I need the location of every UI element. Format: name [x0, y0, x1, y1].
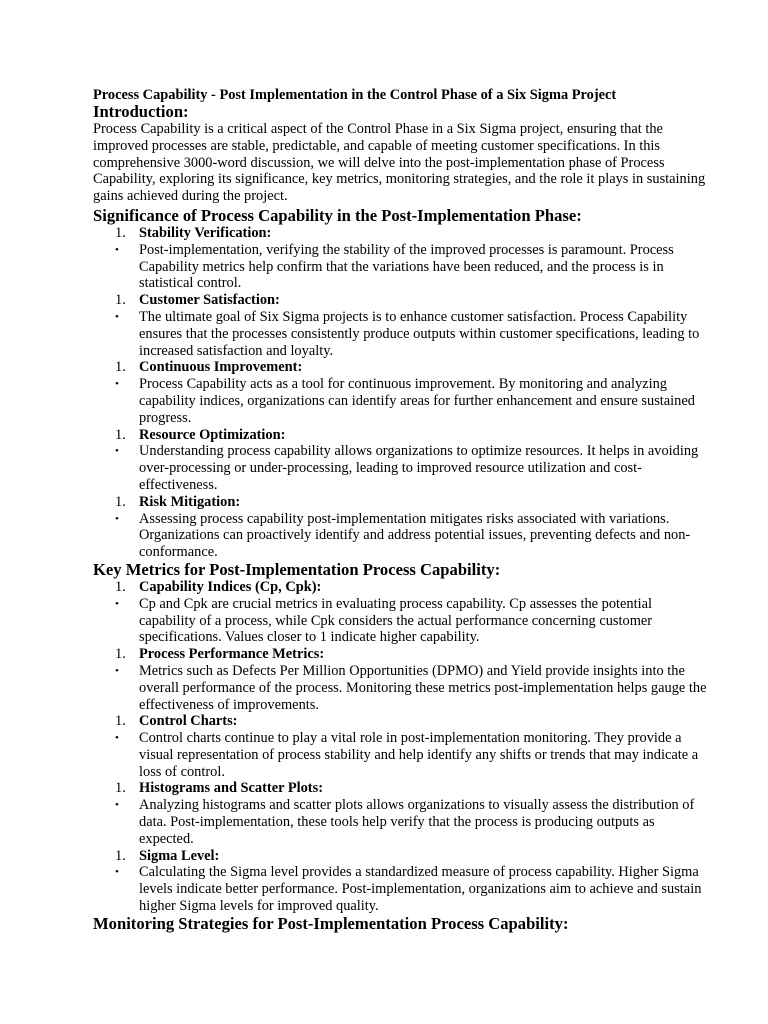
- list-item-title: [93, 579, 708, 596]
- bullet-icon: •: [115, 866, 119, 879]
- item-text: Calculating the Sigma level provides a standardized measure of process capability. Higher Sigma levels indicate better performance. Post-implementation, organizations aim to achieve and sustain higher Sigma levels for improved quality.: [139, 864, 702, 915]
- item-text: Process Capability acts as a tool for continuous improvement. By monitoring and analyzing capability indices, organizations can identify areas for further enhancement and ensure sustained progress.: [139, 376, 695, 426]
- list-item-title: [93, 225, 708, 242]
- list-item-bullet: [93, 242, 708, 292]
- bullet-icon: •: [115, 310, 119, 323]
- item-title: Process Performance Metrics:: [139, 646, 325, 663]
- list-item-bullet: [93, 797, 708, 847]
- list-item-title: [93, 359, 708, 376]
- bullet-icon: •: [115, 664, 119, 677]
- item-text: Assessing process capability post-implementation mitigates risks associated with variations. Organizations can proactively identify and address potential issues, preventing defects and non-conformance.: [139, 510, 691, 561]
- list-number: 1.: [115, 292, 126, 309]
- list-number: 1.: [115, 713, 126, 730]
- item-title: Sigma Level:: [139, 847, 220, 864]
- list-item-title: [93, 780, 708, 797]
- list-number: 1.: [115, 493, 126, 510]
- item-title: Resource Optimization:: [139, 426, 286, 443]
- item-text: The ultimate goal of Six Sigma projects is to enhance customer satisfaction. Process Capability ensures that the processes consistently produce outputs within customer specifications, leading to increased satisfaction and loyalty.: [139, 308, 700, 359]
- metrics-heading: Key Metrics for Post-Implementation Process Capability:: [93, 559, 501, 579]
- item-title: Risk Mitigation:: [139, 493, 241, 510]
- significance-list: [93, 225, 708, 561]
- list-item-bullet: [93, 309, 708, 359]
- list-number: 1.: [115, 578, 126, 595]
- list-item-title: [93, 646, 708, 663]
- item-text: Analyzing histograms and scatter plots allows organizations to visually assess the distribution of data. Post-implementation, these tools help verify that the process is producing outputs as expected.: [139, 797, 695, 847]
- item-text: Cp and Cpk are crucial metrics in evaluating process capability. Cp assesses the potential capability of a process, while Cpk considers the actual performance concerning customer specifications. Values closer to 1 indicate higher capability.: [139, 595, 653, 646]
- list-item-title: [93, 292, 708, 309]
- list-item-bullet: [93, 376, 708, 426]
- list-item-title: [93, 427, 708, 444]
- item-title: Capability Indices (Cp, Cpk):: [139, 578, 322, 595]
- document-title: Process Capability - Post Implementation in the Control Phase of a Six Sigma Project: [93, 87, 617, 103]
- list-number: 1.: [115, 646, 126, 663]
- item-title: Continuous Improvement:: [139, 359, 303, 376]
- bullet-icon: •: [115, 799, 119, 812]
- bullet-icon: •: [115, 378, 119, 391]
- bullet-icon: •: [115, 597, 119, 610]
- list-number: 1.: [115, 780, 126, 797]
- item-text: Post-implementation, verifying the stability of the improved processes is paramount. Process Capability metrics help confirm that the variations have been reduced, and the process is in statistical control.: [139, 241, 674, 292]
- list-item-bullet: [93, 730, 708, 780]
- list-number: 1.: [115, 426, 126, 443]
- bullet-icon: •: [115, 732, 119, 745]
- list-item-title: [93, 713, 708, 730]
- item-title: Customer Satisfaction:: [139, 292, 280, 309]
- item-text: Metrics such as Defects Per Million Opportunities (DPMO) and Yield provide insights into the overall performance of the process. Monitoring these metrics post-implementation helps gauge the effectiveness of improvements.: [139, 662, 707, 713]
- list-item-bullet: [93, 596, 708, 646]
- list-item-title: [93, 848, 708, 865]
- list-number: 1.: [115, 847, 126, 864]
- list-item-bullet: [93, 864, 708, 914]
- item-title: Histograms and Scatter Plots:: [139, 780, 323, 797]
- list-number: 1.: [115, 224, 126, 241]
- item-title: Control Charts:: [139, 713, 238, 730]
- monitoring-heading: Monitoring Strategies for Post-Implementation Process Capability:: [93, 913, 569, 933]
- bullet-icon: •: [115, 512, 119, 525]
- list-item-bullet: [93, 511, 708, 561]
- bullet-icon: •: [115, 445, 119, 458]
- item-title: Stability Verification:: [139, 224, 272, 241]
- intro-paragraph: Process Capability is a critical aspect of the Control Phase in a Six Sigma project, ensuring that the improved processes are stable, predictable, and capable of meeting customer specifications. In this comprehensive 3000-word discussion, we will delve into the post-implementation phase of Process Capability, exploring its significance, key metrics, monitoring strategies, and the role it plays in sustaining gains achieved during the project.: [93, 121, 706, 205]
- list-number: 1.: [115, 359, 126, 376]
- list-item-bullet: [93, 443, 708, 493]
- list-item-bullet: [93, 663, 708, 713]
- metrics-list: [93, 579, 708, 915]
- intro-heading: Introduction:: [93, 102, 189, 121]
- bullet-icon: •: [115, 243, 119, 256]
- item-text: Understanding process capability allows organizations to optimize resources. It helps in avoiding over-processing or under-processing, leading to improved resource utilization and cost-effectiveness.: [139, 443, 699, 493]
- item-text: Control charts continue to play a vital role in post-implementation monitoring. They provide a visual representation of process stability and help identify any shifts or trends that may indicate a loss of control.: [139, 730, 699, 780]
- list-item-title: [93, 494, 708, 511]
- significance-heading: Significance of Process Capability in the Post-Implementation Phase:: [93, 205, 582, 225]
